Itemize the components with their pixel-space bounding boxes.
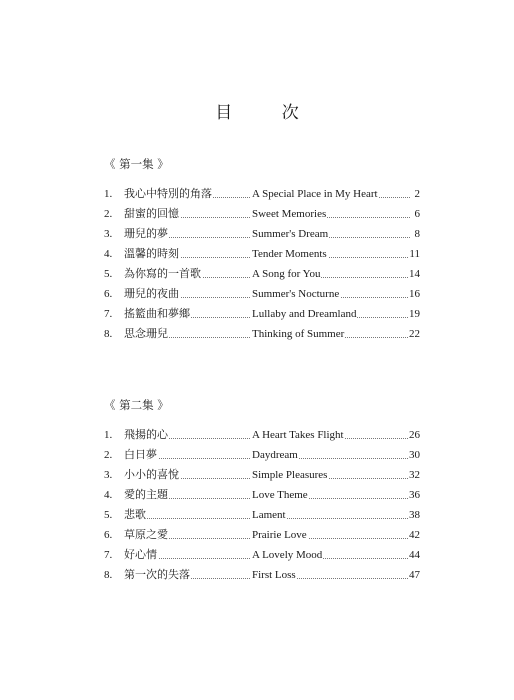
- entry-number: 1.: [104, 188, 113, 200]
- page-number: 8: [414, 224, 421, 244]
- page-number: 36: [408, 485, 420, 505]
- toc-section-1: [104, 156, 420, 344]
- chinese-title: 草原之愛: [124, 525, 169, 545]
- page-number: 14: [408, 264, 420, 284]
- toc-section-2: [104, 397, 420, 585]
- chinese-title: 我心中特別的角落: [124, 184, 213, 204]
- english-title: Love Theme: [252, 485, 309, 505]
- chinese-title: 愛的主題: [124, 485, 169, 505]
- toc-entry[interactable]: [104, 264, 420, 284]
- toc-entry[interactable]: [104, 244, 420, 264]
- entry-number: 7.: [104, 308, 113, 320]
- toc-entry[interactable]: [104, 545, 420, 565]
- english-title: Thinking of Summer: [252, 324, 345, 344]
- english-title: Summer's Nocturne: [252, 284, 340, 304]
- page-number: 19: [408, 304, 420, 324]
- chinese-title: 溫馨的時刻: [124, 244, 180, 264]
- english-title: Lullaby and Dreamland: [252, 304, 357, 324]
- page-number: 38: [408, 505, 420, 525]
- page-number: 22: [408, 324, 420, 344]
- entry-number: 1.: [104, 429, 113, 441]
- english-title: First Loss: [252, 565, 297, 585]
- page-number: 26: [408, 425, 420, 445]
- entry-number: 4.: [104, 489, 113, 501]
- entry-number: 3.: [104, 228, 113, 240]
- chinese-title: 第一次的失落: [124, 565, 191, 585]
- english-title: Sweet Memories: [252, 204, 327, 224]
- page-number: 2: [414, 184, 421, 204]
- chinese-title: 搖籃曲和夢鄉: [124, 304, 191, 324]
- toc-entry[interactable]: [104, 284, 420, 304]
- entry-list: [104, 184, 420, 344]
- english-title: A Special Place in My Heart: [252, 184, 379, 204]
- english-title: Tender Moments: [252, 244, 328, 264]
- page-number: 44: [408, 545, 420, 565]
- toc-entry[interactable]: [104, 224, 420, 244]
- section-heading: 《 第一集 》: [104, 157, 169, 171]
- toc-entry[interactable]: [104, 465, 420, 485]
- toc-entry[interactable]: [104, 565, 420, 585]
- page-title: 目 次: [215, 103, 321, 123]
- section-heading: 《 第二集 》: [104, 398, 169, 412]
- english-title: Daydream: [252, 445, 299, 465]
- toc-entry[interactable]: [104, 505, 420, 525]
- toc-entry[interactable]: [104, 304, 420, 324]
- page-number: 16: [408, 284, 420, 304]
- chinese-title: 好心情: [124, 545, 158, 565]
- entry-number: 4.: [104, 248, 113, 260]
- entry-number: 3.: [104, 469, 113, 481]
- entry-number: 8.: [104, 328, 113, 340]
- entry-number: 5.: [104, 268, 113, 280]
- entry-number: 6.: [104, 529, 113, 541]
- toc-entry[interactable]: [104, 204, 420, 224]
- chinese-title: 甜蜜的回憶: [124, 204, 180, 224]
- toc-entry[interactable]: [104, 485, 420, 505]
- toc-entry[interactable]: [104, 425, 420, 445]
- english-title: Lament: [252, 505, 287, 525]
- english-title: A Heart Takes Flight: [252, 425, 345, 445]
- entry-number: 6.: [104, 288, 113, 300]
- english-title: Prairie Love: [252, 525, 308, 545]
- english-title: Summer's Dream: [252, 224, 329, 244]
- chinese-title: 飛揚的心: [124, 425, 169, 445]
- entry-number: 5.: [104, 509, 113, 521]
- toc-entry[interactable]: [104, 184, 420, 204]
- toc-entry[interactable]: [104, 445, 420, 465]
- page-number: 47: [408, 565, 420, 585]
- page-number: 30: [408, 445, 420, 465]
- chinese-title: 小小的喜悅: [124, 465, 180, 485]
- entry-number: 2.: [104, 208, 113, 220]
- entry-number: 2.: [104, 449, 113, 461]
- chinese-title: 思念珊兒: [124, 324, 169, 344]
- page-number: 11: [408, 244, 420, 264]
- chinese-title: 珊兒的夢: [124, 224, 169, 244]
- english-title: Simple Pleasures: [252, 465, 328, 485]
- page-number: 42: [408, 525, 420, 545]
- page-number: 6: [414, 204, 421, 224]
- chinese-title: 為你寫的一首歌: [124, 264, 202, 284]
- english-title: A Lovely Mood: [252, 545, 323, 565]
- chinese-title: 珊兒的夜曲: [124, 284, 180, 304]
- toc-entry[interactable]: [104, 525, 420, 545]
- entry-list: [104, 425, 420, 585]
- chinese-title: 悲歌: [124, 505, 147, 525]
- entry-number: 7.: [104, 549, 113, 561]
- entry-number: 8.: [104, 569, 113, 581]
- chinese-title: 白日夢: [124, 445, 158, 465]
- toc-entry[interactable]: [104, 324, 420, 344]
- english-title: A Song for You: [252, 264, 321, 284]
- page-number: 32: [408, 465, 420, 485]
